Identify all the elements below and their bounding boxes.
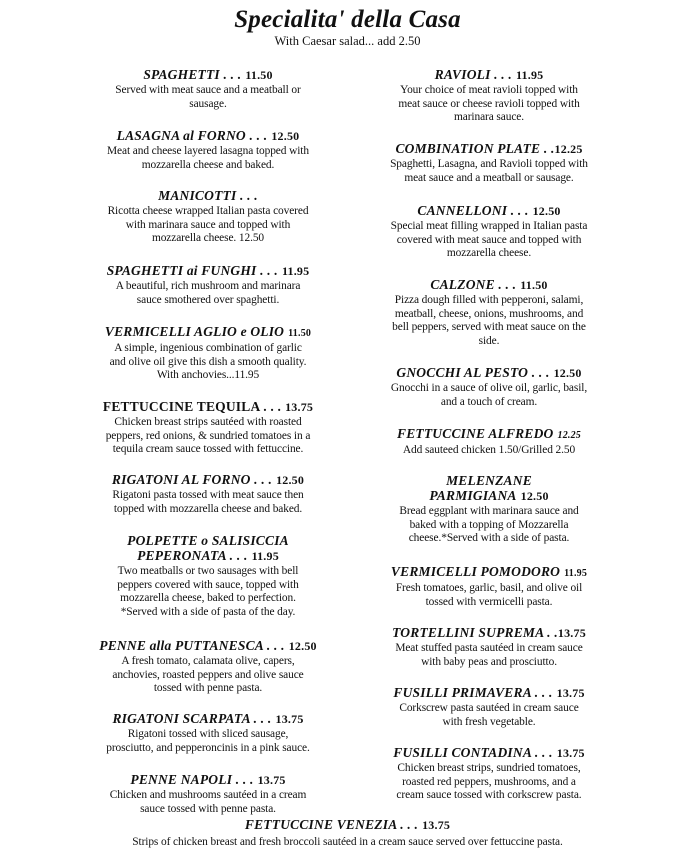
- item-name-line2: PEPERONATA . . .: [137, 548, 248, 563]
- item-desc-line: prosciutto, and pepperoncinis in a pink sauce.: [106, 741, 310, 754]
- item-price: 11.95: [516, 68, 544, 82]
- item-desc-line: peppers, red onions, & sundried tomatoes in a: [105, 429, 311, 442]
- item-price: 13.75: [285, 400, 314, 414]
- item-desc-line: side.: [478, 334, 500, 347]
- menu-item-fettuccine-alfredo: [366, 426, 612, 458]
- item-name: SPAGHETTI . . .: [143, 67, 242, 82]
- item-desc-line: tequila cream sauce tossed with fettuccine.: [112, 443, 304, 456]
- item-price: 13.75: [422, 818, 451, 832]
- item-desc-line: A simple, ingenious combination of garlic: [114, 342, 302, 354]
- item-name: MANICOTTI . . .: [158, 188, 258, 203]
- item-desc-line: mozzarella cheese. 12.50: [151, 232, 265, 245]
- item-price: 12.50: [532, 204, 561, 218]
- menu-item-spaghetti: [88, 67, 328, 111]
- item-price: 12.50: [271, 129, 300, 143]
- item-desc-line: Spaghetti, Lasagna, and Ravioli topped with: [390, 158, 588, 170]
- item-price: 12.25: [557, 430, 581, 441]
- item-desc-line: Ricotta cheese wrapped Italian pasta covered: [107, 205, 309, 217]
- item-desc-line: Special meat filling wrapped in Italian pasta: [390, 220, 588, 232]
- item-name: CALZONE . . .: [430, 277, 517, 292]
- item-desc-line: tossed with penne pasta.: [153, 682, 263, 695]
- item-desc-line: marinara sauce.: [454, 111, 524, 124]
- item-name: FETTUCCINE TEQUILA . . .: [102, 399, 282, 414]
- item-desc-line: Two meatballs or two sausages with bell: [117, 565, 299, 577]
- item-name: VERMICELLI AGLIO e OLIO: [104, 324, 285, 339]
- menu-subtitle: With Caesar salad... add 2.50: [274, 34, 421, 48]
- menu-item-penne-napoli: [88, 772, 328, 816]
- item-desc-line: A fresh tomato, calamata olive, capers,: [121, 655, 295, 667]
- item-desc-line: cheese.*Served with a side of pasta.: [408, 532, 570, 545]
- item-desc-line: A beautiful, rich mushroom and marinara: [115, 280, 301, 292]
- item-desc-line: cream sauce tossed with corkscrew pasta.: [396, 789, 582, 802]
- menu-item-gnocchi: [366, 365, 612, 409]
- item-price: 12.25: [554, 142, 583, 156]
- item-desc-line: meat sauce or cheese ravioli topped with: [398, 97, 580, 110]
- item-desc-line: meatball, cheese, onions, mushrooms, and: [394, 307, 584, 320]
- menu-item-penne-puttanesca: [88, 638, 328, 696]
- item-name: MELENZANE: [446, 473, 532, 488]
- menu-item-vermicelli-pomodoro: [366, 564, 612, 609]
- item-price: 11.50: [520, 278, 548, 292]
- item-desc-line: bell peppers, served with meat sauce on the: [392, 321, 586, 334]
- item-name: CANNELLONI . . .: [417, 203, 529, 218]
- item-price: 13.75: [275, 712, 304, 726]
- item-price: 12.50: [288, 639, 317, 653]
- item-desc-line: Meat stuffed pasta sautéed in cream sauce: [395, 642, 583, 654]
- item-name: COMBINATION PLATE . .: [395, 141, 555, 156]
- menu-item-rigatoni-forno: [88, 472, 328, 516]
- item-name: RIGATONI AL FORNO . . .: [111, 472, 273, 487]
- item-name: RAVIOLI . . .: [434, 67, 513, 82]
- item-desc-line: meat sauce and a meatball or sausage.: [404, 171, 574, 184]
- item-desc-line: with marinara sauce and topped with: [125, 218, 291, 231]
- menu-title: Specialita' della Casa: [234, 6, 461, 33]
- item-desc-line: Your choice of meat ravioli topped with: [400, 84, 578, 96]
- item-name: SPAGHETTI ai FUNGHI . . .: [106, 263, 278, 278]
- item-desc-line: tossed with vermicelli pasta.: [425, 595, 553, 608]
- item-price: 12.50: [553, 366, 582, 380]
- menu-item-spaghetti-funghi: [88, 263, 328, 307]
- menu-item-lasagna: [88, 128, 328, 172]
- item-price: 11.50: [245, 68, 273, 82]
- item-desc-line: Pizza dough filled with pepperoni, salami,: [394, 294, 584, 306]
- menu-item-vermicelli-aglio: [88, 324, 328, 383]
- menu-item-calzone: [366, 277, 612, 348]
- item-name: TORTELLINI SUPREMA . .: [392, 625, 558, 640]
- item-desc-line: with baby peas and prosciutto.: [421, 655, 557, 668]
- item-name: FUSILLI CONTADINA . . .: [393, 745, 553, 760]
- item-desc-line: Add sauteed chicken 1.50/Grilled 2.50: [402, 444, 576, 456]
- item-desc-line: Chicken breast strips sautéed with roasted: [114, 416, 302, 428]
- item-name: LASAGNA al FORNO . . .: [116, 128, 268, 143]
- item-desc-line: anchovies, roasted peppers and olive sauce: [112, 668, 304, 681]
- item-name: PENNE alla PUTTANESCA . . .: [99, 638, 285, 653]
- item-name: GNOCCHI AL PESTO . . .: [396, 365, 550, 380]
- item-name: RIGATONI SCARPATA . . .: [112, 711, 272, 726]
- item-name: FETTUCCINE VENEZIA . . .: [244, 817, 419, 832]
- menu-item-rigatoni-scarpata: [88, 711, 328, 755]
- item-desc-line: Meat and cheese layered lasagna topped with: [107, 145, 309, 157]
- item-desc-line: topped with mozzarella cheese and baked.: [113, 502, 303, 515]
- item-desc-line: Bread eggplant with marinara sauce and: [399, 505, 579, 517]
- item-desc-line: Corkscrew pasta sautéed in cream sauce: [399, 702, 579, 714]
- item-name: VERMICELLI POMODORO: [390, 564, 561, 579]
- item-name: FUSILLI PRIMAVERA . . .: [393, 685, 553, 700]
- menu-item-tortellini: [366, 625, 612, 669]
- item-name: POLPETTE o SALISICCIA: [127, 533, 289, 548]
- item-price: 13.75: [556, 686, 585, 700]
- menu-item-melenzane: [366, 473, 612, 546]
- menu-item-fusilli-primavera: [366, 685, 612, 729]
- item-desc-line: Rigatoni pasta tossed with meat sauce then: [112, 489, 304, 501]
- item-desc-line: *Served with a side of pasta of the day.: [120, 605, 296, 618]
- menu-item-combination-plate: [366, 141, 612, 185]
- menu-item-manicotti: [88, 188, 328, 246]
- item-price: 13.75: [557, 626, 586, 640]
- item-price: 11.50: [288, 328, 312, 339]
- item-desc-line: Fresh tomatoes, garlic, basil, and olive oil: [395, 582, 583, 594]
- item-desc-line: Chicken and mushrooms sautéed in a cream: [109, 789, 307, 801]
- item-desc-line: sauce tossed with penne pasta.: [140, 802, 276, 815]
- item-desc-line: mozzarella cheese and baked.: [141, 158, 275, 171]
- menu-item-fusilli-contadina: [366, 745, 612, 803]
- item-name: FETTUCCINE ALFREDO: [396, 426, 554, 441]
- menu-item-fettuccine-venezia: [60, 817, 635, 850]
- item-desc-line: Chicken breast strips, sundried tomatoes,: [397, 762, 581, 774]
- item-price: 12.50: [520, 489, 549, 503]
- item-desc-line: with fresh vegetable.: [442, 715, 536, 728]
- item-desc-line: Served with meat sauce and a meatball or: [115, 84, 301, 96]
- item-price: 11.95: [281, 264, 310, 278]
- item-desc-line: mozzarella cheese, baked to perfection.: [120, 592, 296, 605]
- item-desc-line: mozzarella cheese.: [446, 247, 532, 260]
- menu-item-cannelloni: [366, 203, 612, 261]
- item-desc-line: baked with a topping of Mozzarella: [409, 518, 569, 531]
- item-price: 13.75: [556, 746, 585, 760]
- item-desc-line: Strips of chicken breast and fresh broccoli sautéed in a cream sauce served over fettuccine pasta.: [132, 836, 563, 848]
- menu-item-polpette: [88, 533, 328, 619]
- item-price: 12.50: [276, 473, 305, 487]
- item-desc-line: With anchovies...11.95: [156, 369, 260, 382]
- item-price: 11.95: [564, 568, 588, 579]
- item-desc-line: roasted red peppers, mushrooms, and a: [402, 775, 576, 788]
- item-desc-line: sausage.: [189, 97, 227, 110]
- menu-item-fettuccine-tequila: [88, 399, 328, 457]
- item-name: PENNE NAPOLI . . .: [130, 772, 254, 787]
- item-desc-line: Rigatoni tossed with sliced sausage,: [127, 728, 289, 740]
- item-desc-line: and olive oil give this dish a smooth quality.: [109, 355, 307, 368]
- item-desc-line: covered with meat sauce and topped with: [396, 233, 582, 246]
- item-desc-line: sauce smothered over spaghetti.: [136, 293, 280, 306]
- item-name-line2: PARMIGIANA: [429, 488, 517, 503]
- item-price: 11.95: [251, 549, 279, 563]
- item-price: 13.75: [257, 773, 286, 787]
- item-desc-line: and a touch of cream.: [440, 395, 538, 408]
- menu-item-ravioli: [366, 67, 612, 125]
- item-desc-line: peppers covered with sauce, topped with: [117, 578, 299, 591]
- item-desc-line: Gnocchi in a sauce of olive oil, garlic, basil,: [390, 382, 588, 394]
